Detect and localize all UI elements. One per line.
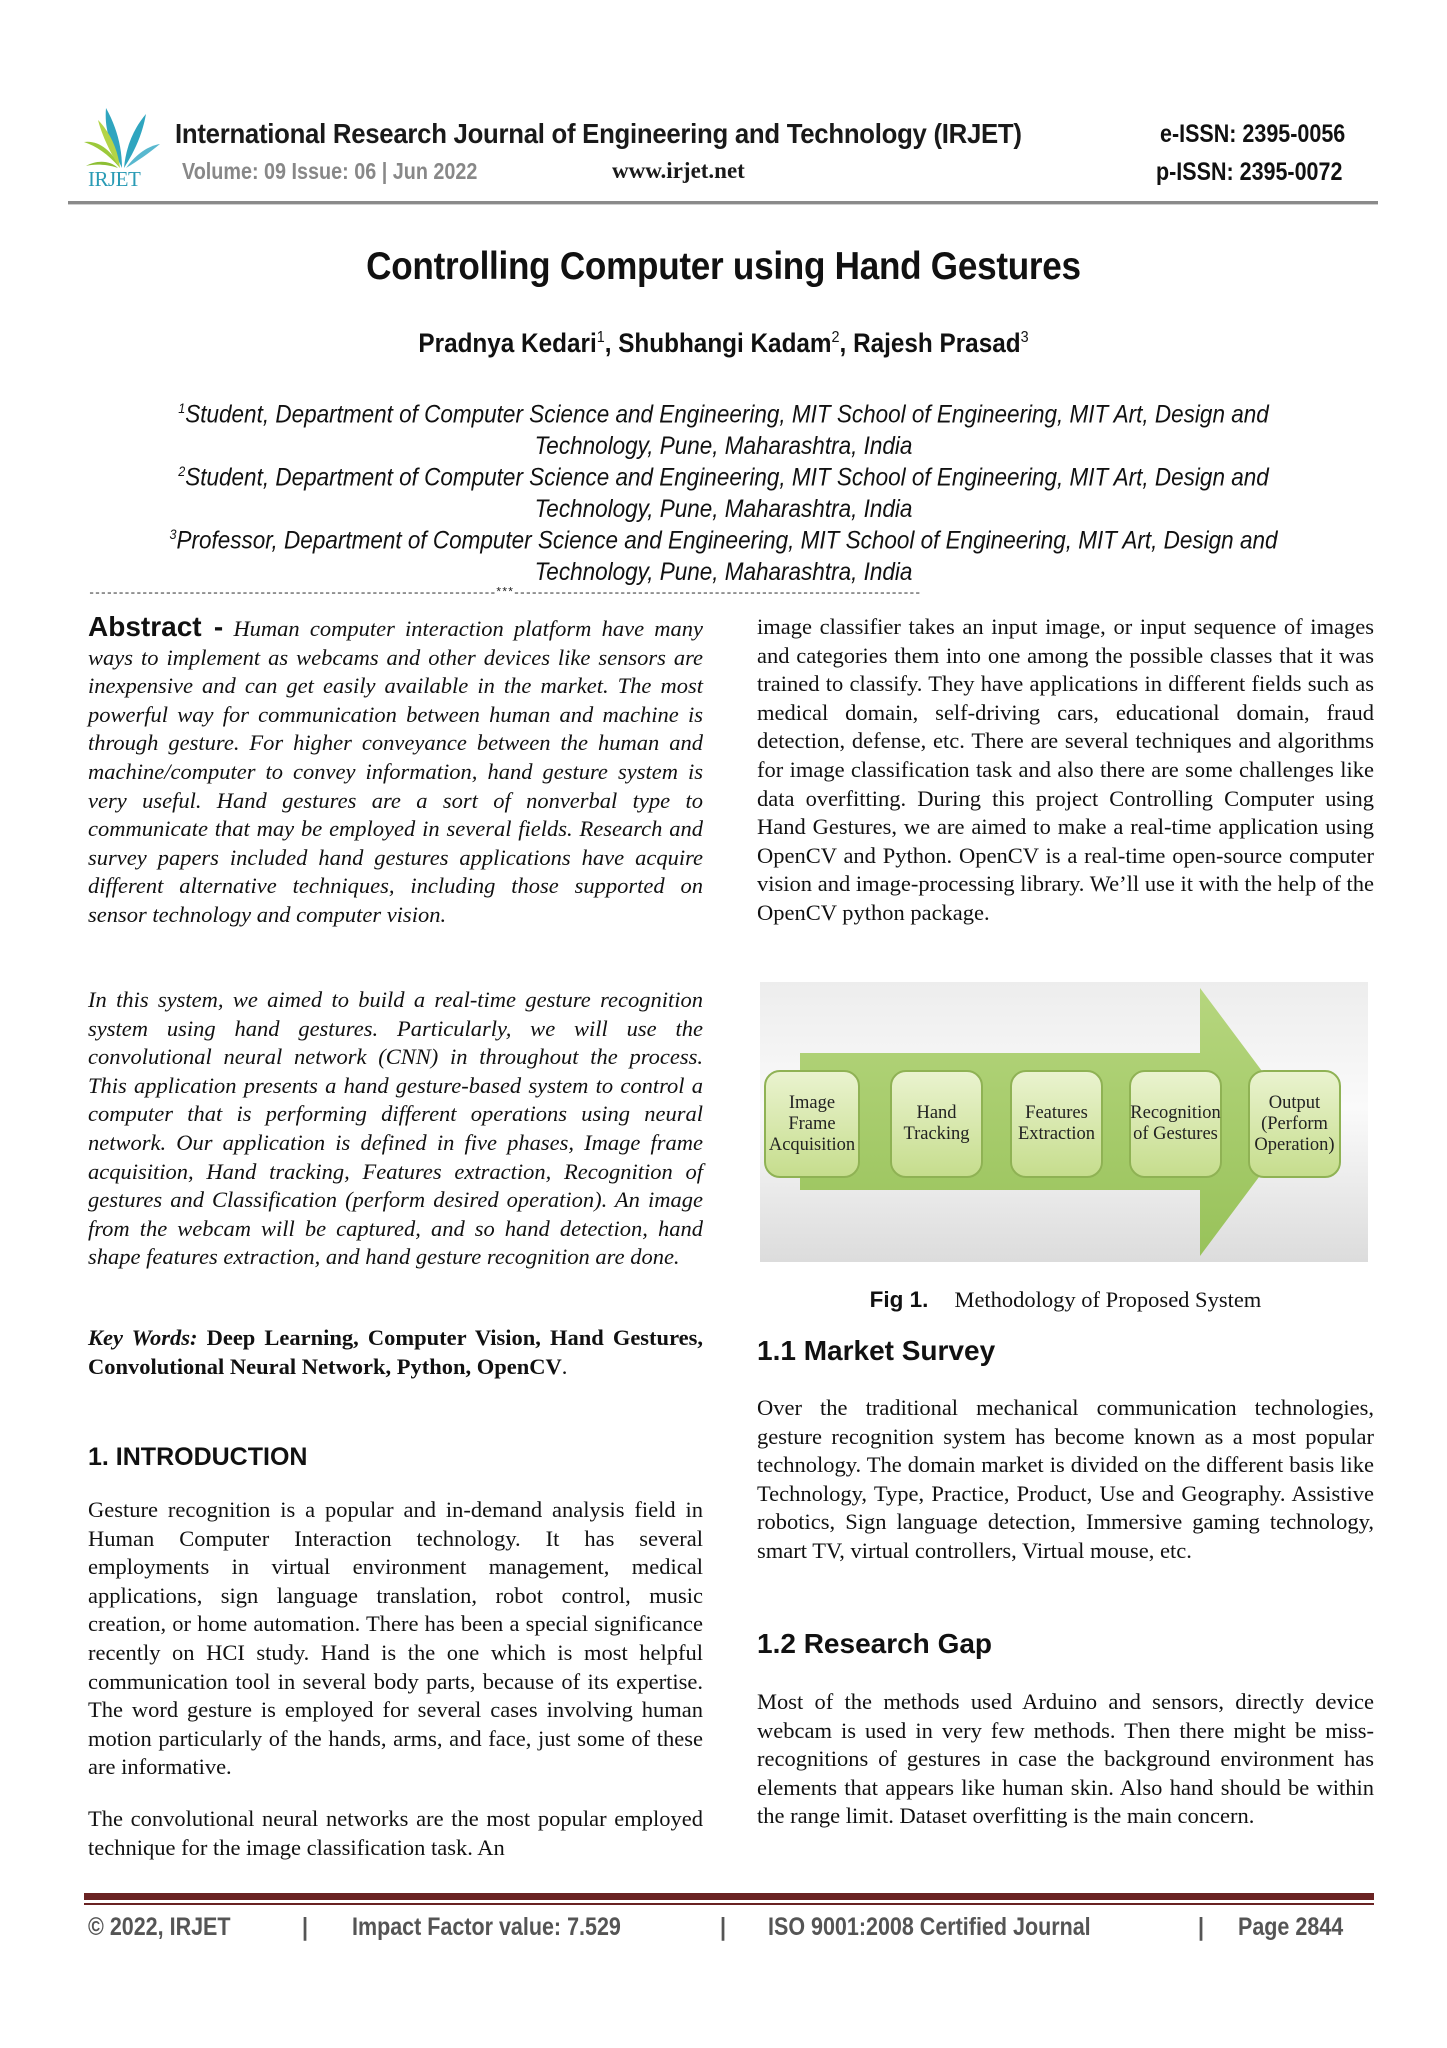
footer-page-number: Page 2844 bbox=[1238, 1913, 1344, 1941]
keywords-label: Key Words: bbox=[88, 1325, 198, 1350]
affiliation bbox=[153, 519, 1293, 588]
author-name: Pradnya Kedari bbox=[418, 328, 597, 358]
author-mark: 2 bbox=[831, 329, 840, 346]
leaf-fan-icon bbox=[82, 102, 162, 172]
affiliation-line: Technology, Pune, Maharashtra, India bbox=[534, 494, 913, 523]
stage-label: Acquisition bbox=[768, 1134, 856, 1155]
stage-output bbox=[1248, 1070, 1341, 1178]
section-separator: ---------------------------------------------------------------------***--------------------------------------------------------------------- bbox=[88, 586, 921, 600]
stage-features-extraction bbox=[1010, 1070, 1103, 1178]
journal-title: International Research Journal of Engineering and Technology (IRJET) bbox=[175, 118, 1022, 149]
stage-label: (Perform bbox=[1261, 1113, 1328, 1134]
stage-label: Hand bbox=[916, 1103, 957, 1123]
abstract-text: Human computer interaction platform have many ways to implement as webcams and other devices like sensors are inexpensive and can get easily available in the market. The most powerful way for communication between human and machine is through gesture. For higher conveyance between the human and machine/computer to convey information, hand gesture system is very useful. Hand gestures are a sort of nonverbal type to communicate that may be employed in several fields. Research and survey papers included hand gestures applications have acquire different alternative techniques, including those supported on sensor technology and computer vision. bbox=[88, 616, 703, 927]
author-mark: 1 bbox=[596, 329, 605, 346]
abstract-paragraph bbox=[88, 613, 703, 930]
keywords bbox=[88, 1324, 703, 1381]
affiliation-line: Professor, Department of Computer Science and Engineering, MIT School of Engineering, MIT Art, Design and bbox=[176, 526, 1278, 555]
irjet-logo bbox=[82, 102, 162, 192]
stage-label: Features bbox=[1025, 1103, 1088, 1123]
stage-label: Extraction bbox=[1017, 1124, 1096, 1144]
research-gap-heading: 1.2 Research Gap bbox=[757, 1628, 993, 1659]
stage-hand-tracking bbox=[890, 1070, 983, 1178]
volume-issue: Volume: 09 Issue: 06 | Jun 2022 bbox=[182, 158, 478, 184]
research-gap-paragraph: Most of the methods used Arduino and sensors, directly device webcam is used in very few methods. Then there might be miss-recognitions of gestures in case the background environment has elements that appears like human skin. Also hand should be within the range limit. Dataset overfitting is the main concern. bbox=[757, 1689, 1374, 1829]
stage-label: of Gestures bbox=[1133, 1124, 1218, 1144]
introduction-paragraph-2-cont: image classifier takes an input image, or input sequence of images and categories them into one among the possible classes that it was trained to classify. They have applications in different fields such as medical domain, self-driving cars, educational domain, fraud detection, defense, etc. There are several techniques and algorithms for image classification task and also there are some challenges like data overfitting. During this project Controlling Computer using Hand Gestures, we are aimed to make a real-time application using OpenCV and Python. OpenCV is a real-time open-source computer vision and image-processing library. We’ll use it with the help of the OpenCV python package. bbox=[757, 614, 1374, 925]
abstract-section bbox=[88, 613, 703, 930]
affiliation-mark: 2 bbox=[178, 463, 186, 479]
author-name: Rajesh Prasad bbox=[853, 328, 1021, 358]
footer-divider: | bbox=[720, 1913, 727, 1941]
journal-website-link[interactable]: www.irjet.net bbox=[612, 158, 745, 183]
p-issn: p-ISSN: 2395-0072 bbox=[1156, 158, 1343, 186]
footer-divider: | bbox=[302, 1913, 309, 1941]
affiliation-line: Technology, Pune, Maharashtra, India bbox=[534, 431, 913, 460]
stage-label: Image Frame bbox=[788, 1092, 836, 1134]
stage-recognition-of-gestures bbox=[1129, 1070, 1222, 1178]
author-mark: 3 bbox=[1020, 329, 1029, 346]
market-survey-heading: 1.1 Market Survey bbox=[757, 1335, 996, 1366]
figure-caption-label: Fig 1. bbox=[869, 1287, 929, 1312]
affiliation-line: Technology, Pune, Maharashtra, India bbox=[534, 557, 913, 586]
affiliation bbox=[153, 456, 1293, 525]
footer-iso: ISO 9001:2008 Certified Journal bbox=[768, 1913, 1091, 1941]
abstract-paragraph-2: In this system, we aimed to build a real-time gesture recognition system using hand gestures. Particularly, we will use the convolutional neural network (CNN) in throughout the process. This application presents a hand gesture-based system to control a computer that is performing different operations using neural network. Our application is defined in five phases, Image frame acquisition, Hand tracking, Features extraction, Recognition of gestures and Classification (perform desired operation). An image from the webcam will be captured, and so hand detection, hand shape features extraction, and hand gesture recognition are done. bbox=[88, 987, 703, 1270]
footer-impact-factor: Impact Factor value: 7.529 bbox=[352, 1913, 621, 1941]
footer-rule-thin bbox=[84, 1903, 1374, 1905]
header-divider bbox=[68, 201, 1378, 205]
affiliation-line: Student, Department of Computer Science and Engineering, MIT School of Engineering, MIT Art, Design and bbox=[185, 400, 1269, 429]
keywords-end: . bbox=[561, 1353, 568, 1379]
logo-text: IRJET bbox=[88, 167, 141, 191]
affiliation-mark: 1 bbox=[178, 400, 186, 416]
footer-copyright: © 2022, IRJET bbox=[88, 1913, 231, 1941]
stage-label: Tracking bbox=[903, 1124, 970, 1144]
author-name: Shubhangi Kadam bbox=[618, 328, 832, 358]
affiliation-line: Student, Department of Computer Science and Engineering, MIT School of Engineering, MIT Art, Design and bbox=[185, 463, 1269, 492]
methodology-figure bbox=[760, 982, 1368, 1262]
affiliation bbox=[153, 393, 1293, 462]
footer-divider: | bbox=[1198, 1913, 1205, 1941]
stage-label: Output bbox=[1268, 1092, 1321, 1113]
introduction-paragraph: Gesture recognition is a popular and in-demand analysis field in Human Computer Interaction technology. It has several employments in virtual environment management, medical applications, sign language translation, robot control, music creation, or home automation. There has been a special significance recently on HCI study. Hand is the one which is most helpful communication tool in several body parts, because of its expertise. The word gesture is employed for several cases involving human motion particularly of the hands, arms, and face, just some of these are informative. bbox=[88, 1497, 703, 1780]
author-list: Pradnya Kedari$^1$, Shubhangi Kadam$^2$, Rajesh Prasad$^3$ bbox=[418, 328, 1029, 358]
introduction-heading: 1. INTRODUCTION bbox=[88, 1443, 308, 1471]
stage-label: Recognition bbox=[1130, 1103, 1221, 1123]
paper-title: Controlling Computer using Hand Gestures bbox=[366, 245, 1081, 288]
keywords-text: Deep Learning, Computer Vision, Hand Gestures, Convolutional Neural Network, Python, OpenCV bbox=[88, 1325, 704, 1379]
abstract-label: Abstract - bbox=[88, 611, 224, 642]
footer-rule bbox=[84, 1893, 1374, 1900]
introduction-paragraph-2: The convolutional neural networks are the most popular employed technique for the image classification task. An bbox=[88, 1806, 703, 1860]
stage-image-frame-acquisition bbox=[764, 1070, 860, 1178]
stage-label: Operation) bbox=[1254, 1134, 1335, 1155]
figure-caption-text: Methodology of Proposed System bbox=[954, 1287, 1262, 1312]
figure-caption bbox=[757, 1287, 1374, 1313]
affiliation-mark: 3 bbox=[169, 526, 177, 542]
market-survey-paragraph: Over the traditional mechanical communication technologies, gesture recognition system has become known as a most popular technology. The domain market is divided on the different basis like Technology, Type, Practice, Product, Use and Geography. Assistive robotics, Sign language detection, Immersive gaming technology, smart TV, virtual controllers, Virtual mouse, etc. bbox=[757, 1395, 1374, 1563]
e-issn: e-ISSN: 2395-0056 bbox=[1160, 120, 1346, 148]
